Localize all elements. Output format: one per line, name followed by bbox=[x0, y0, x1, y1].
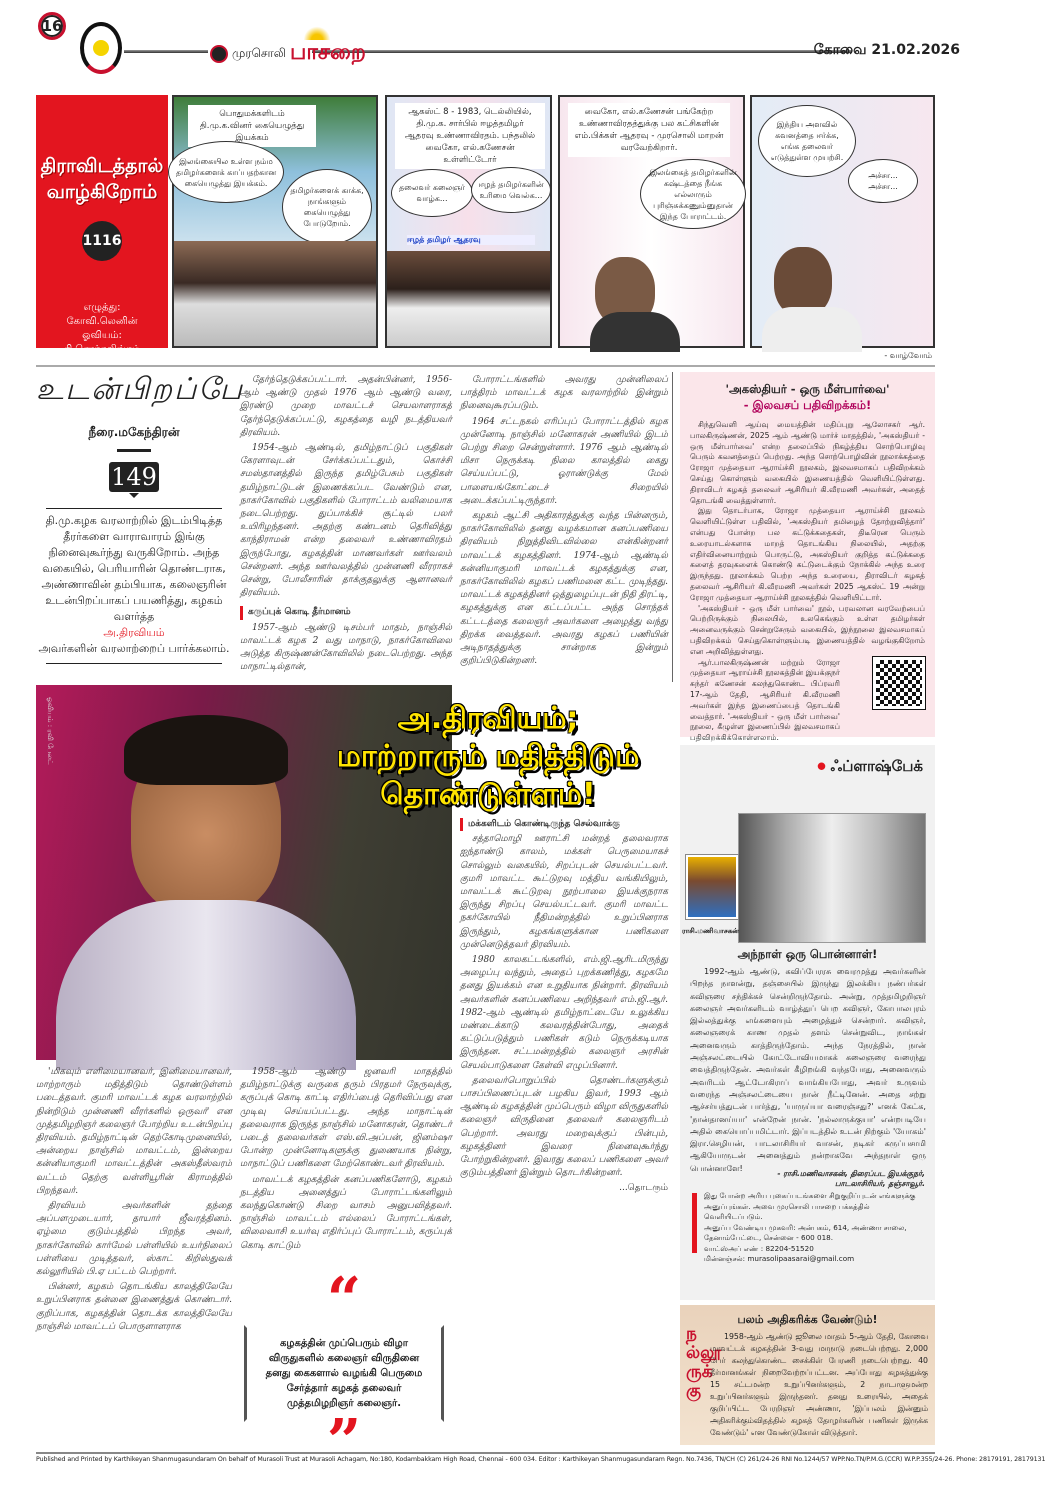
series-number-badge: 149 bbox=[109, 462, 159, 492]
paragraph: போராட்டங்களில் அவரது முன்னிலைப் பாத்திரம் மாவட்டக் கழக வரலாற்றில் இன்றும் நினைவுகூரப்படும். bbox=[460, 375, 668, 412]
series-intro-end: அவர்களின் வரலாற்றைப் பார்க்கலாம். bbox=[38, 642, 230, 655]
speech-bubble: இலங்கைத் தமிழர்களின் கஷ்டத்தை நீங்க எல்லாரும் புரிஞ்சுக்கணும்னுதான் இந்த போராட்டம். bbox=[640, 159, 746, 229]
speech-bubble: ஈழத் தமிழர்களின் உரிமை வெல்க... bbox=[471, 167, 551, 213]
flashback-label: ⏺ ஃப்ளாஷ்பேக் bbox=[817, 757, 923, 775]
submission-whatsapp: வாட்ஸ்அப் எண் : 82204-51520 bbox=[704, 1243, 814, 1253]
nalluruku-box bbox=[680, 1305, 935, 1445]
speech-bubble: தலைவர் கலைஞர் வாழ்க... bbox=[391, 169, 473, 217]
headline-line: அ.திரவியம்; bbox=[397, 701, 579, 736]
article-column bbox=[460, 812, 668, 1442]
writer-label: எழுத்து: bbox=[83, 302, 121, 313]
artist: கி.சொக்கலிங்கம் bbox=[63, 344, 141, 355]
comic-title-panel bbox=[36, 95, 168, 355]
submission-text: இது போன்ற அரிய புகைப்படங்களை சிறுகுறிப்புடன் எங்களுக்கு அனுப்புங்கள். அவை முரசொலி பாசறை பக்கத்தில் வெளியிடப்படும். bbox=[704, 1191, 916, 1221]
pull-quote-text: கழகத்தின் முப்பெரும் விழா விருதுகளில் கலைஞர் விருதினை தனது கைகளால் வழங்கி பெருமை சேர்த்தார் கழகத் தலைவர் முத்தமிழறிஞர் கலைஞர். bbox=[244, 1325, 444, 1422]
nalluruku-body: 1958-ஆம் ஆண்டு ஜூலை மாதம் 5-ஆம் தேதி, கோவை மாவட்டக் கழகத்தின் 3-வது மாநாடு நடைபெற்றது. 2,000 பேர் கலந்துகொண்ட சைக்கிள் பேரணி நடைபெற்றது. 40 தீர்மானங்கள் நிறைவேற்றப்பட்டன. அப்போது கழகத்துக்கு 15 சட்டமன்ற உறுப்பினர்களும், 2 நாடாளுமன்ற உறுப்பினர்களும் இருந்தனர். தனது உரையில், அதைக் குறிப்பிட்ட பேரறிஞர் அண்ணா, 'இப்பலம் இன்னும் அதிகரிக்கும்விதத்தில் கழகத் தோழர்களின் பணிகள் இருக்க வேண்டும்' என வேண்டுகோள் விடுத்தார். bbox=[710, 1332, 928, 1437]
comic-panel-4 bbox=[750, 95, 935, 348]
paragraph: 1954-ஆம் ஆண்டில், தமிழ்நாட்டுப் பகுதிகள் கேரளாவுடன் சேர்க்கப்பட்டதும், கொச்சி சமஸ்தானத்தில் இருந்த தமிழ்பேசும் பகுதிகள் தமிழ்நாட்டுடன் இணைக்கப்பட வேண்டும் என, நாகர்கோவில் பகுதிகளில் போராட்டம் வலிமையாக நடைபெற்றது. துப்பாக்கிச் சூட்டில் பலர் உயிரிழந்தனர். அதற்கு கண்டனம் தெரிவித்து காந்திராமன் என்ற தலைவர் உண்ணாவிரதம் இருந்போது, கழகத்தின் மாணவர்கள் ஊர்வலம் சென்றனர். அந்த ஊர்வலத்தில் முன்னணி வீரராகச் சென்று, போலீசாரின் தாக்குதலுக்கு ஆளானவர் திரவியம். bbox=[240, 443, 452, 599]
paragraph: திரவியம் அவர்களின் தந்தை அப்பளமுடையார், தாயார் ஜீவரத்தினம். ஏழ்மை குடும்பத்தில் பிறந்த அவர், நாகர்கோவில் கார்மேல் பள்ளியில் உயர்நிலைப் பள்ளியை முடித்தவர், ஸ்காட் கிறிஸ்துவக் கல்லூரியில் பி.ஏ பட்டம் பெற்றார். bbox=[36, 1201, 232, 1278]
to-be-continued: ...தொடரும் bbox=[619, 1183, 668, 1194]
speech-bubble: தமிழர்களைக் காக்க, நாங்களும் கையெழுத்து போடுறோம். bbox=[282, 169, 372, 245]
headline-line: மாற்றாரும் மதித்திடும் bbox=[336, 739, 640, 774]
comic-caption: பொதுமக்களிடம் தி.மு.க.வினர் கையெழுத்து இயக்கம் bbox=[188, 105, 316, 147]
comic-panel-3 bbox=[558, 95, 745, 348]
open-quote-icon: “ bbox=[326, 1265, 362, 1335]
speech-bubble: இந்திய அளவில் கவனத்தை ஈர்க்க, எங்க தலைவர் எடுத்துள்ள முயற்சி. bbox=[758, 105, 856, 177]
qr-code[interactable] bbox=[873, 657, 925, 709]
party-logo bbox=[80, 22, 122, 74]
nalluruku-label: நல்லூருக்கு bbox=[686, 1324, 721, 1401]
comic-banner: ஈழத் தமிழர் ஆதரவு bbox=[407, 235, 535, 245]
box-title: 'அகஸ்தியர் - ஒரு மீள்பார்வை' bbox=[725, 382, 890, 396]
paragraph: தேர்ந்தெடுக்கப்பட்டார். அதன்பின்னர், 1956-ஆம் ஆண்டு முதல் 1976 ஆம் ஆண்டு வரை, இரண்டு முறை மாவட்டச் செயலாளராகத் தேர்ந்தெடுக்கப்பட்டு, கழகத்தை வழி நடத்தியவர் திரவியம். bbox=[240, 375, 452, 438]
comic-series-title: திராவிடத்தால் வாழ்கிறோம் bbox=[40, 155, 164, 203]
nalluruku-title: பலம் அதிகரிக்க வேண்டும்! bbox=[737, 1313, 878, 1326]
masthead-prefix: முரசொலி bbox=[232, 46, 286, 60]
box-subtitle: - இலவசப் பதிவிறக்கம்! bbox=[743, 398, 872, 412]
comic-illustration bbox=[590, 312, 680, 352]
flashback-box bbox=[680, 745, 935, 1300]
series-title: உடன்பிறப்பே bbox=[36, 372, 244, 407]
imprint-line: Published and Printed by Karthikeyan Shanmugasundaram On behalf of Murasoli Trust at Murasoli Achagam, No:180, Kodambakkam High Road, Chennai - 600 034. Editor : Karthikeyan Shanmugasundaram Regn. No.7436, TN/CH (C) 261/24-26 RNI No.1244/57 WPP.No.TN/P.M.G.(CCR) W.P.P.355/24-26. Phone: 28179191, 28179131 bbox=[36, 1452, 935, 1463]
paragraph: 'மிகவும் எளிமையானவர், இனிமையானவர், மாற்றாரும் மதித்திடும் தொண்டுள்ளம் படைத்தவர். குமரி மாவட்டக் கழக வரலாற்றில் நின்றிடும் முன்னணி வீரர்களில் ஒருவர்' என முத்தமிழறிஞர் கலைஞர் போற்றிய உடன்பிறப்பு திரவியம். தமிழ்நாட்டின் தெற்கோடிமுனையில், அன்றைய நாஞ்சில் மாவட்டம், இன்றைய கன்னியாகுமரி மாவட்டத்தின் அகஸ்தீஸ்வரம் வட்டம் தெற்கு வள்ளியூரின் கிராமத்தில் பிறந்தவர். bbox=[36, 1067, 232, 1196]
series-intro-text: தி.மு.கழக வரலாற்றில் இடம்பிடித்த தீரர்களை வாராவாரம் இங்கு நினைவுகூர்ந்து வருகிறோம். அந்த வகையில், பெரியாரின் தொண்டராக, அண்ணாவின் தம்பியாக, கலைஞரின் உடன்பிறப்பாகப் பயணித்து, கழகம் வளர்த்த bbox=[41, 514, 227, 623]
comic-continued: - வாழ்வோம் bbox=[884, 351, 932, 360]
flashback-label-text: ஃப்ளாஷ்பேக் bbox=[830, 757, 923, 775]
divider bbox=[312, 50, 852, 53]
speech-bubble: அச்சா... அச்சா... bbox=[848, 159, 918, 203]
article-column bbox=[240, 1066, 452, 1266]
flashback-title: அந்நாள் ஒரு பொன்னாள்! bbox=[737, 947, 878, 961]
paragraph: ஆர்.பாலகிருஷ்ணன் மற்றும் ரோஜா முத்தையா ஆராய்ச்சி நூலகத்தின் இயக்குநர் சுந்தர் கணேசன் கலந்துகொண்ட பிப்ரவரி 17-ஆம் தேதி, ஆசிரியர் கி.வீரமணி அவர்கள் இந்த இணைப்பைத் தொடங்கி வைத்தார். 'அகஸ்தியர் - ஒரு மீள் பார்வை' நூலை, கீழுள்ள இணைப்பில் இலவசமாகப் பதிவிறக்கிக்கொள்ளலாம். bbox=[690, 657, 840, 743]
submission-email[interactable]: மின்னஞ்சல்: murasolipaasarai@gmail.com bbox=[704, 1254, 855, 1263]
paragraph: சிந்துவெளி ஆய்வு மையத்தின் மதிப்புறு ஆலோசகர் ஆர். பாலகிருஷ்ணன், 2025 ஆம் ஆண்டு மார்ச் மாதத்தில், 'அகஸ்தியர் - ஒரு மீள்பார்வை' என்ற தலைப்பில் நிகழ்த்திய சொற்பொழிவு பெரும் கவனத்தைப் பெற்றது. அந்த சொற்பொழிவின் நூலாக்கத்தை ரோஜா முத்தையா ஆராய்ச்சி நூலகம், இலவசமாகப் பதிவிறக்கம் செய்து கொள்ளும் வகையில் இணையத்தில் வெளியிட்டுள்ளது. திராவிடர் கழகத் தலைவர் ஆசிரியர் கி.வீரமணி அவர்கள், அதைத் தொடங்கி வைத்துள்ளார். bbox=[690, 420, 925, 505]
paragraph: 1964 சட்டநகல் எரிப்புப் போராட்டத்தில் கழக முன்னோடி நாஞ்சில் மனோகரன் அணியில் இடம் பெற்று சிறை சென்றுள்ளார். 1976 ஆம் ஆண்டில் மிசா நெருக்கடி நிலை காலத்தில் கைது செய்யப்பட்டு, ஓராண்டுக்கு மேல் பாளையங்கோட்டைச் சிறையில் அடைக்கப்பட்டிருந்தார். bbox=[460, 416, 668, 506]
paragraph: சத்தாமொழி ஊராட்சி மன்றத் தலைவராக ஐந்தாண்டு காலம், மக்கள் பெருமையாகச் சொல்லும் வகையில், சிறப்புடன் செயல்பட்டவர். குமரி மாவட்ட கூட்டுறவு மத்திய வங்கியிலும், மாவட்டக் கூட்டுறவு நூற்பாலை இயக்குநராக இருந்து சிறப்பு செயல்பட்டவர். குமரி மாவட்ட நகர்கோயில் நீதிமன்றத்தில் உறுப்பினராக இருந்தும், கழகங்களுக்கான பணிகளை முன்னெடுத்தவர் திரவியம். bbox=[460, 834, 668, 950]
contributor-name: ராசி.மணிவாசகன் bbox=[682, 927, 739, 935]
close-quote-icon: ” bbox=[326, 1407, 362, 1477]
paragraph: மாவட்டக் கழகத்தின் கனப்பணிகளோடு, கழகம் நடத்திய அனைத்துப் போராட்டங்களிலும் கலந்துகொண்டு சிறை வாசம் அனுபவித்தவர். நாஞ்சில் மாவட்டம் எல்லைப் போராட்டங்கள், விலைவாசி உயர்வு எதிர்ப்புப் போராட்டம், கருப்புக் கொடி காட்டும் bbox=[240, 1174, 452, 1251]
masthead bbox=[210, 40, 366, 68]
contributor-photo bbox=[686, 855, 738, 919]
series-author: நீரை.மகேந்திரன் bbox=[88, 425, 180, 439]
submission-info bbox=[704, 1191, 926, 1265]
speech-bubble: இலங்கையில உள்ள நம்ம தமிழர்களைக் காப்பதற்கான கையெழுத்து இயக்கம். bbox=[168, 141, 284, 203]
subheading: கருப்புக் கொடி தீர்மானம் bbox=[240, 606, 452, 619]
artist-label: ஓவியம்: bbox=[82, 330, 122, 341]
comic-caption: ஆகஸ்ட் 8 - 1983, டெல்லியில், தி.மு.க. சார்பில் ஈழத்தமிழர் ஆதரவு உண்ணாவிரதம். பந்தலில் வைகோ, எல்.கணேசன் உள்ளிட்டோர் bbox=[395, 103, 545, 169]
page-number: 16 bbox=[38, 12, 66, 40]
series-intro-name: அ.திரவியம் bbox=[103, 626, 165, 639]
paragraph: கழகம் ஆட்சி அதிகாரத்துக்கு வந்த பின்னரும், நாகர்கோவிலில் தனது வழக்கமான கனப்பணியை திரவியம் நிறுத்திவிடவில்லை என்கின்றனர் மாவட்டக் கழகத்தினர். 1974-ஆம் ஆண்டில் கன்னியாகுமரி மாவட்டக் கழகத்துக்கு என, நாகர்கோவிலில் கழகப் பணிமனை கட்ட முடிந்தது. மாவட்டக் கழகத்தினர் ஒத்துழைப்புடன் நிதி திரட்டி, கழகத்துக்கு என கட்டப்பட்ட அந்த சொந்தக் கட்டடத்தை கலைஞர் அவர்களை அழைத்து வந்து திறக்க வைத்தவர். அவரது கழகப் பணியின் அடிநாதத்துக்கு சான்றாக இன்றும் குறிப்பிடுகின்றனர். bbox=[460, 511, 668, 667]
comic-illustration bbox=[762, 307, 862, 352]
flashback-photo bbox=[738, 813, 926, 943]
flashback-signature: - ராசி.மணிவாசகன், திரைப்பட இயக்குநர், பாடலாசிரியர், தஞ்சாவூர். bbox=[777, 1169, 925, 1188]
comic-illustration bbox=[174, 241, 376, 346]
paragraph: பின்னர், கழகம் தொடங்கிய காலத்திலேயே உறுப்பினராக தன்னை இணைத்துக் கொண்டார். குறிப்பாக, கழகத்தின் தொடக்க காலத்திலேயே நாஞ்சில் மாவட்டப் பொருளாளராக bbox=[36, 1282, 232, 1332]
bull-logo-icon bbox=[210, 45, 228, 63]
comic-episode: 1116 bbox=[82, 221, 122, 261]
paragraph: இது தொடர்பாக, ரோஜா முத்தையா ஆராய்ச்சி நூலகம் வெளியிட்டுள்ள பதிவில், 'அகஸ்தியர் தமிழைத் தோற்றுவித்தார்' என்பது போன்ற பல கட்டுக்கதைகள், திடீரென பெரும் உரையாடல்களாக மாறத் தொடங்கிய நிலையில், அதற்கு எதிர்வினையாற்றும் பொருட்டு, அகஸ்தியர் குறித்த கட்டுக்கதை களைத் தரவுகளைக் கொண்டு கட்டுடைக்கும் நோக்கில் அந்த உரை இருந்தது. நூலாக்கம் பெற்ற அந்த உரையை, திராவிடர் கழகத் தலைவர் ஆசிரியர் கி.வீரமணி அவர்கள் 2025 ஆகஸ்ட் 19 அன்று ரோஜா முத்தையா ஆராய்ச்சி நூலகத்தில் வெளியிட்டார். bbox=[690, 506, 925, 602]
submission-address: அனுப்ப வேண்டிய முகவரி: அன்பகம், 614, அண்ணா சாலை, தேனாம்பேட்டை, சென்னை - 600 018. bbox=[704, 1222, 907, 1242]
comic-caption: வைகோ, எல்.கணேசன் பங்கேற்ற உண்ணாவிரதத்துக்கு பல கட்சிகளின் எம்.பிக்கள் ஆதரவு - முரசொலி மாறன் வரவேற்கிறார். bbox=[568, 103, 730, 157]
subheading: மக்களிடம் கொண்டிருந்த செல்வாக்கு bbox=[460, 818, 668, 831]
paragraph: தலைவர்பொறுப்பில் தொண்டர்களுக்கும் பாசப்பிணைப்புடன் பழகிய இவர், 1993 ஆம் ஆண்டில் கழகத்தின் முப்பெரும் விழா விருதுகளில் கலைஞர் விருதினை தலைவர் கலைஞரிடம் பெற்றார். அவரது மறைவுக்குப் பின்பும், கழகத்தினர் இவரை நினைவுகூர்ந்து போற்றுகின்றனர். இவரது கலைப் பணிகளை அவர் குடும்பத்தினர் இன்றும் தொடர்கின்றனர். bbox=[460, 1075, 668, 1179]
article-column bbox=[240, 374, 452, 684]
series-intro bbox=[36, 372, 244, 664]
paragraph: 'அகஸ்தியர் - ஒரு மீள் பார்வை' நூல், பரவலான வரவேற்பைப் பெற்றிருக்கும் நிலையில், உலகெங்கும் உள்ள தமிழர்கள் அனைவருக்கும் சென்றுசேரும் வகையில், இந்நூலை இலவசமாகப் பதிவிறக்கம் செய்துகொள்ளும்படி இணையத்தில் வழங்குகிறோம் என அறிவித்துள்ளது. bbox=[690, 603, 925, 656]
divider bbox=[124, 50, 208, 53]
writer: கோவி.லெனின் bbox=[66, 316, 138, 327]
paragraph: 1957-ஆம் ஆண்டு டிசம்பர் மாதம், நாஞ்சில் மாவட்டக் கழக 2 வது மாநாடு, நாகர்கோவிலை அடுத்த கிருஷ்ணன்கோவிலில் நடைபெற்றது. அந்த மாநாட்டில்தான், bbox=[240, 622, 452, 673]
pull-quote bbox=[244, 1265, 444, 1477]
article-column bbox=[460, 374, 668, 684]
comic-panel-1 bbox=[172, 95, 378, 348]
article-headline bbox=[318, 700, 658, 814]
edition-date: கோவை 21.02.2026 bbox=[813, 42, 960, 58]
paragraph: 1980 காலகட்டங்களில், எம்.ஜி.ஆரிடமிருந்து அழைப்பு வந்தும், அதைப் புறக்கணித்து, கழகமே தனது இயக்கம் என உறுதியாக நின்றார். திரவியம் அவர்களின் கனப்பணியை அறிந்தவர் எம்.ஜி.ஆர். 1982-ஆம் ஆண்டில் தமிழ்நாட்டையே உலுக்கிய மண்டைக்காடு கலவரத்தின்போது, அதைக் கட்டுப்படுத்தும் பணிகள் கடும் நெருக்கடியாக இருந்தன. சட்டமன்றத்தில் கலைஞர் அரசின் செயல்பாடுகளை கேள்வி எழுப்பினார். bbox=[460, 955, 668, 1071]
comic-panel-2 bbox=[385, 95, 552, 348]
article-column bbox=[36, 1066, 232, 1446]
divider bbox=[36, 365, 935, 367]
divider bbox=[117, 449, 151, 452]
comic-illustration bbox=[387, 251, 550, 346]
headline-line: தொண்டுள்ளம்! bbox=[380, 777, 596, 812]
flashback-body: 1992-ஆம் ஆண்டு, கவிப்பேரரசு வைரமுத்து அவர்களின் பிறந்த நாளன்று, தஞ்சையில் இருந்து இலக்கிய நண்பர்கள் கவிஞரை சந்திக்கச் சென்றிருந்தோம். அன்று, முத்தமிழறிஞர் கலைஞர் அவர்களிடம் வாழ்த்துப் பெற கவிஞர், கோபாலபுரம் இல்லத்துக்கு எங்களையும் அழைத்துச் சென்றார். கவிஞர், கலைஞரைக் காண முதல் தளம் சென்றுவிட, நாங்கள் அனைவரும் காத்திருந்தோம். அந்த நேரத்தில், நான் அஞ்சலட்டையில் கோட்டோவியமாகக் கலைஞரை வரைந்து வைத்திருந்தேன். அவர்கள் கீழிறங்கி வந்தபோது, அனைவரும் அவரிடம் ஆட்டோகிராப் வாங்கியபோது, அவர் உருவம் வரைந்த அஞ்சலட்டையை நான் நீட்டினேன். அதை சற்று ஆச்சர்யத்துடன் பார்த்து, 'யாருய்யா வரைஞ்சது?' எனக் கேட்க, 'நான்தானய்யா' என்றேன் நான். 'நல்லாருக்குயா' என்றபடியே அதில் கையொப்பமிட்டார். இப்படத்தில் உடன் நிற்கும் 'யோகம்' இரா.செழியன், பாடலாசிரியர் வாசன், நடிகர் கருப்பசாமி ஆகியோருடன் அனைத்தும் நன்றாகவே அந்தநாள் ஒரு பொன்னாளே! bbox=[690, 966, 926, 1173]
agasthiyar-box bbox=[680, 372, 935, 743]
masthead-title: பாசறை bbox=[290, 40, 366, 68]
portrait-credit: ஓவியம் : ரவி பேலட் bbox=[46, 697, 54, 765]
paragraph: 1958-ஆம் ஆண்டு ஜனவரி மாதத்தில் தமிழ்நாட்டுக்கு வருகை தரும் பிரதமர் நேருவுக்கு, கருப்புக் கொடி காட்டி எதிர்ப்பைத் தெரிவிப்பது என முடிவு செய்யப்பட்டது. அந்த மாநாட்டின் தலைவராக இருந்த நாஞ்சில் மனோகரன், தொண்டர் படைத் தலைவர்கள் எஸ்.வி.அப்பன், ஜினம்ஷா போன்ற முன்னோடிகளுக்கு துணையாக நின்று, மாநாட்டுப் பணிகளை மேற்கொண்டவர் திரவியம். bbox=[240, 1067, 452, 1170]
